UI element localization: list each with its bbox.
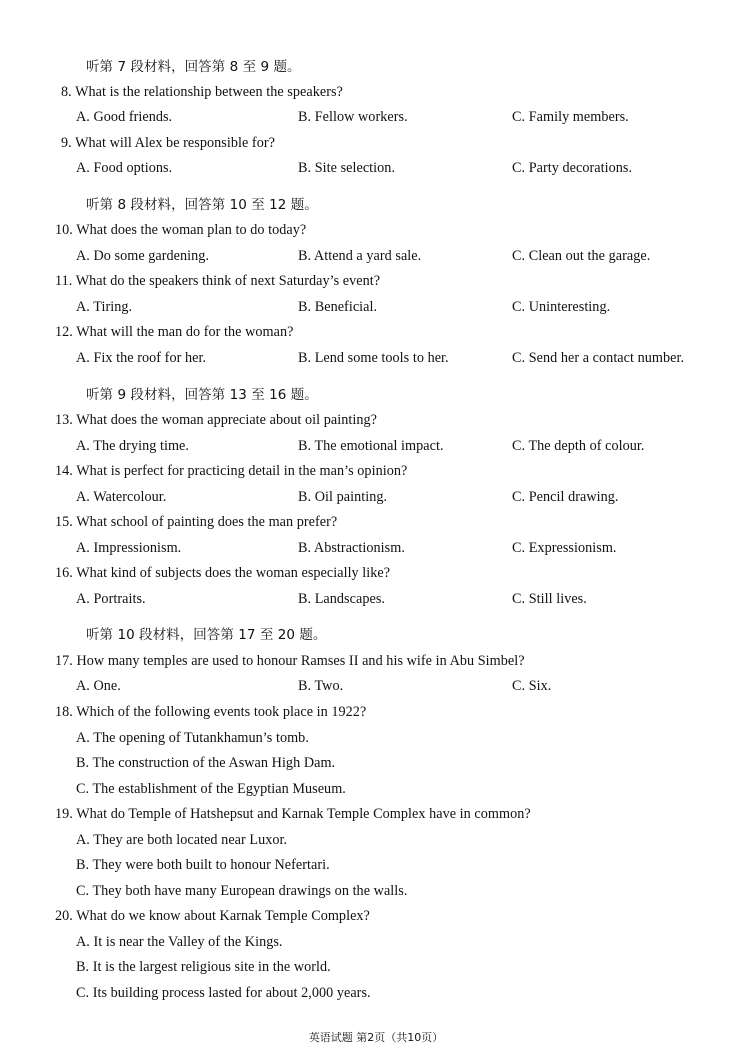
option-c: C. Still lives. <box>512 591 587 607</box>
question-stem: 17. How many temples are used to honour Ramses II and his wife in Abu Simbel? <box>55 653 525 669</box>
option-b: B. Abstractionism. <box>298 540 405 556</box>
option-a: A. Food options. <box>76 160 173 176</box>
option-a: A. Watercolour. <box>76 489 167 505</box>
question-stem: 12. What will the man do for the woman? <box>55 324 294 340</box>
option-b: B. Lend some tools to her. <box>298 350 449 366</box>
option-c: C. Family members. <box>512 109 629 125</box>
option-a: A. Impressionism. <box>76 540 182 556</box>
question-stem: 19. What do Temple of Hatshepsut and Karnak Temple Complex have in common? <box>55 806 531 822</box>
option-a: A. They are both located near Luxor. <box>76 832 288 848</box>
option-b: B. Two. <box>298 678 344 694</box>
option-a: A. Good friends. <box>76 109 173 125</box>
option-b: B. Site selection. <box>298 160 396 176</box>
option-a: A. One. <box>76 678 121 694</box>
option-c: C. Its building process lasted for about 2,000 years. <box>76 985 371 1001</box>
option-c: C. Six. <box>512 678 552 694</box>
question-stem: 16. What kind of subjects does the woman especially like? <box>55 565 391 581</box>
option-b: B. Attend a yard sale. <box>298 248 422 264</box>
option-a: A. Tiring. <box>76 299 133 315</box>
option-b: B. Beneficial. <box>298 299 378 315</box>
section-heading: 听第 9 段材料，回答第 13 至 16 题。 <box>86 387 318 403</box>
question-stem: 9. What will Alex be responsible for? <box>61 135 275 151</box>
page-footer: 英语试题 第2页（共10页） <box>308 1031 444 1044</box>
option-c: C. They both have many European drawings on the walls. <box>76 883 408 899</box>
option-b: B. The construction of the Aswan High Dam. <box>76 755 336 771</box>
question-stem: 8. What is the relationship between the speakers? <box>61 84 343 100</box>
question-stem: 11. What do the speakers think of next Saturday’s event? <box>55 273 381 289</box>
option-a: A. Do some gardening. <box>76 248 210 264</box>
question-stem: 14. What is perfect for practicing detail in the man’s opinion? <box>55 463 408 479</box>
option-c: C. Uninteresting. <box>512 299 611 315</box>
option-c: C. The establishment of the Egyptian Museum. <box>76 781 346 797</box>
option-b: B. Oil painting. <box>298 489 388 505</box>
option-b: B. Fellow workers. <box>298 109 408 125</box>
option-b: B. The emotional impact. <box>298 438 444 454</box>
option-c: C. Send her a contact number. <box>512 350 685 366</box>
question-stem: 20. What do we know about Karnak Temple Complex? <box>55 908 370 924</box>
question-stem: 10. What does the woman plan to do today? <box>55 222 307 238</box>
option-c: C. Pencil drawing. <box>512 489 619 505</box>
section-heading: 听第 10 段材料，回答第 17 至 20 题。 <box>86 627 327 643</box>
option-b: B. Landscapes. <box>298 591 385 607</box>
option-a: A. Portraits. <box>76 591 146 607</box>
option-a: A. The drying time. <box>76 438 189 454</box>
option-b: B. They were both built to honour Nefertari. <box>76 857 330 873</box>
section-heading: 听第 8 段材料，回答第 10 至 12 题。 <box>86 197 318 213</box>
option-a: A. It is near the Valley of the Kings. <box>76 934 283 950</box>
option-a: A. Fix the roof for her. <box>76 350 207 366</box>
section-heading: 听第 7 段材料，回答第 8 至 9 题。 <box>86 59 301 75</box>
option-b: B. It is the largest religious site in the world. <box>76 959 331 975</box>
question-stem: 13. What does the woman appreciate about oil painting? <box>55 412 377 428</box>
question-stem: 15. What school of painting does the man prefer? <box>55 514 338 530</box>
option-c: C. Party decorations. <box>512 160 633 176</box>
option-c: C. Expressionism. <box>512 540 617 556</box>
question-stem: 18. Which of the following events took place in 1922? <box>55 704 367 720</box>
option-c: C. The depth of colour. <box>512 438 645 454</box>
option-a: A. The opening of Tutankhamun’s tomb. <box>76 730 309 746</box>
option-c: C. Clean out the garage. <box>512 248 651 264</box>
